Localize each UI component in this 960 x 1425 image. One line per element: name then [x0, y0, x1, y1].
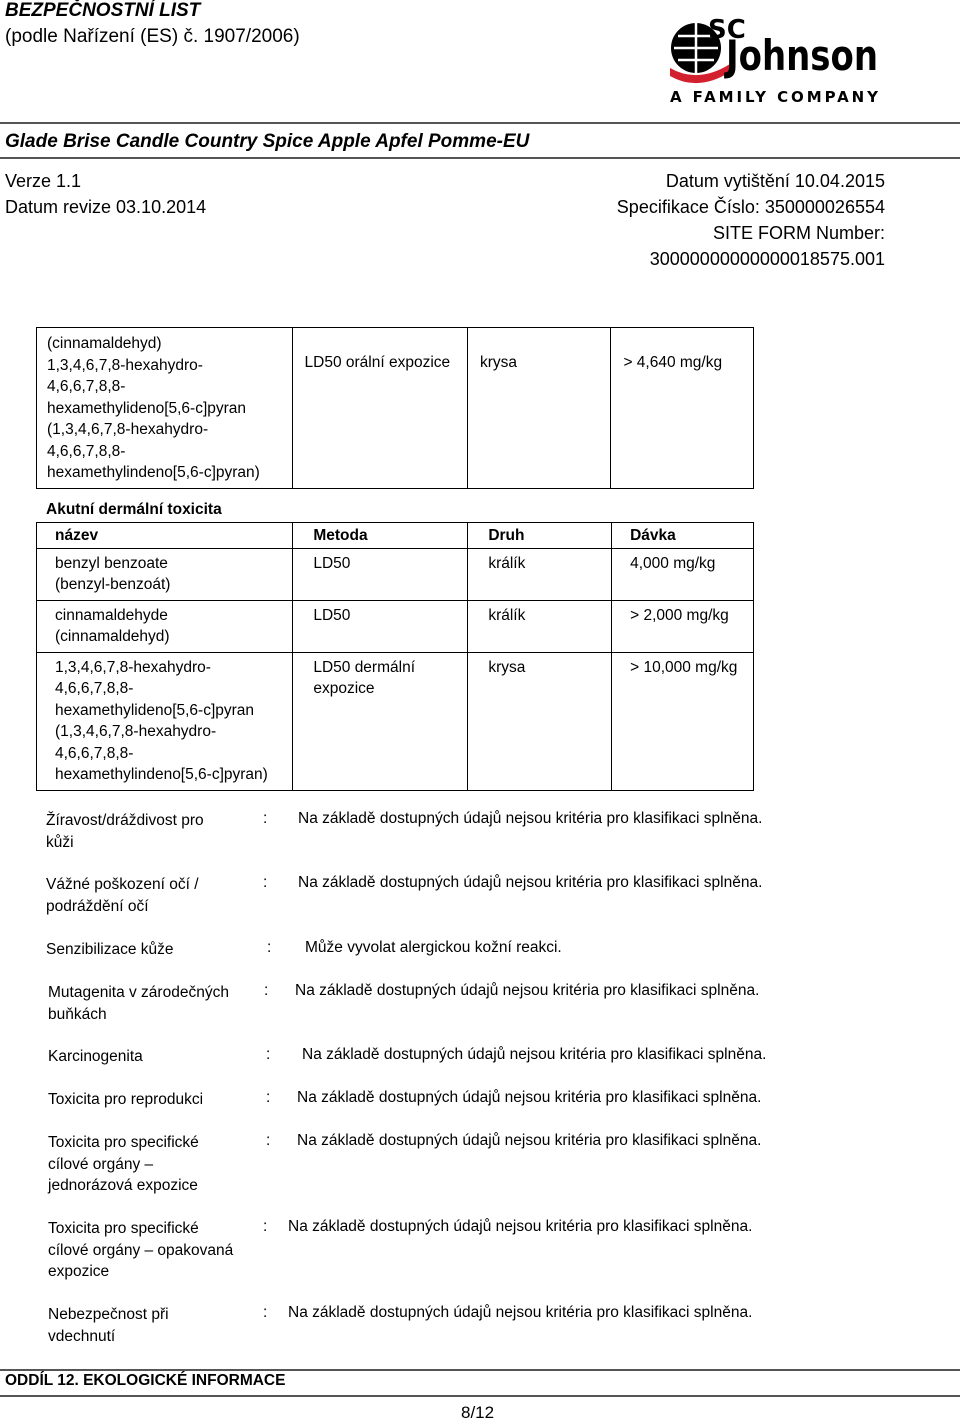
substance-name-line: 1,3,4,6,7,8-hexahydro- [55, 658, 211, 676]
method-line: LD50 [313, 606, 351, 624]
sc-johnson-logo [668, 8, 880, 108]
substance-name-line: (cinnamaldehyd) [55, 628, 170, 645]
property-label [46, 939, 246, 961]
property-label-line: vdechnutí [48, 1327, 116, 1345]
dermal-toxicity-title: Akutní dermální toxicita [46, 501, 222, 518]
column-header: Metoda [293, 523, 468, 549]
footer-divider-bottom [0, 1395, 960, 1397]
property-label-line: expozice [48, 1263, 110, 1280]
substance-name-line: 4,6,6,7,8,8- [55, 680, 134, 697]
substance-name-cell [37, 328, 293, 489]
column-header: název [37, 523, 293, 549]
footer-divider [0, 1369, 960, 1371]
substance-name-line: (benzyl-benzoát) [55, 576, 171, 593]
species-cell: králík [468, 600, 612, 652]
property-value: Na základě dostupných údajů nejsou kritéria pro klasifikaci splněna. [295, 982, 760, 999]
property-colon: : [263, 1304, 268, 1321]
property-colon: : [263, 874, 268, 891]
dermal-toxicity-table [36, 522, 754, 791]
property-label-line: Karcinogenita [48, 1048, 143, 1065]
property-value: Na základě dostupných údajů nejsou kritéria pro klasifikaci splněna. [298, 810, 763, 827]
version: Verze 1.1 [5, 171, 82, 191]
property-value: Na základě dostupných údajů nejsou kritéria pro klasifikaci splněna. [297, 1089, 762, 1106]
next-section-heading: ODDÍL 12. EKOLOGICKÉ INFORMACE [5, 1372, 286, 1389]
property-label [46, 874, 246, 917]
spec-number: Specifikace Číslo: 350000026554 [616, 197, 885, 217]
table-row [37, 600, 754, 652]
table-row [37, 652, 754, 790]
method-line: LD50 dermální [313, 658, 415, 676]
property-value: Může vyvolat alergickou kožní reakci. [305, 939, 562, 956]
table-row [37, 548, 754, 600]
table-header-row [37, 523, 754, 549]
dose-cell: > 2,000 mg/kg [612, 600, 754, 652]
property-colon: : [267, 939, 272, 956]
property-value: Na základě dostupných údajů nejsou kritéria pro klasifikaci splněna. [298, 874, 763, 891]
property-label-line: podráždění očí [46, 897, 149, 915]
property-label-line: Mutagenita v zárodečných [48, 984, 229, 1001]
property-label-line: Žíravost/dráždivost pro [46, 812, 204, 829]
regulation-subtitle: (podle Nařízení (ES) č. 1907/2006) [5, 26, 300, 47]
property-value: Na základě dostupných údajů nejsou kritéria pro klasifikaci splněna. [302, 1046, 767, 1063]
product-name: Glade Brise Candle Country Spice Apple Apfel Pomme-EU [5, 131, 530, 152]
property-colon: : [263, 810, 268, 827]
property-label-line: kůži [46, 833, 74, 851]
substance-name-cell [37, 652, 293, 790]
property-label-line: Nebezpečnost při [48, 1306, 169, 1323]
property-label [48, 1132, 248, 1197]
table-row [37, 328, 754, 489]
substance-name-line: 4,6,6,7,8,8- [47, 442, 126, 460]
substance-name-line: benzyl benzoate [55, 554, 168, 572]
logo-brand-name: Johnson [723, 31, 878, 80]
species-cell: krysa [468, 652, 612, 790]
property-label-line: Toxicita pro specifické [48, 1134, 199, 1151]
property-label-line: buňkách [48, 1005, 107, 1023]
substance-name-line: (cinnamaldehyd) [47, 335, 162, 352]
dose-cell: 4,000 mg/kg [612, 548, 754, 600]
property-label-line: cílové orgány – opakovaná [48, 1241, 234, 1259]
property-value: Na základě dostupných údajů nejsou kritéria pro klasifikaci splněna. [288, 1304, 753, 1321]
dose-cell: > 10,000 mg/kg [612, 652, 754, 790]
substance-name-cell [37, 548, 293, 600]
property-colon: : [266, 1089, 271, 1106]
revision-date: Datum revize 03.10.2014 [5, 197, 207, 217]
property-colon: : [263, 1218, 268, 1235]
property-label [48, 1089, 248, 1111]
substance-name-cell [37, 600, 293, 652]
property-label-line: Toxicita pro specifické [48, 1220, 199, 1237]
property-label-line: Vážné poškození očí / [46, 876, 199, 893]
site-form-number: 30000000000000018575.001 [649, 249, 885, 269]
method-cell [293, 652, 468, 790]
dose-cell: > 4,640 mg/kg [611, 328, 754, 489]
logo-tagline: A FAMILY COMPANY [670, 88, 878, 106]
substance-name-line: (1,3,4,6,7,8-hexahydro- [55, 723, 217, 740]
substance-name-line: cinnamaldehyde [55, 606, 168, 624]
document-title: BEZPEČNOSTNÍ LIST [5, 0, 201, 21]
column-header: Dávka [612, 523, 754, 549]
property-label-line: jednorázová expozice [48, 1177, 198, 1194]
substance-name-line: 4,6,6,7,8,8- [55, 744, 134, 762]
print-date: Datum vytištění 10.04.2015 [665, 171, 885, 191]
substance-name-line: hexamethylideno[5,6-c]pyran [47, 399, 247, 417]
substance-name-line: (1,3,4,6,7,8-hexahydro- [47, 421, 209, 438]
substance-name-line: 4,6,6,7,8,8- [47, 378, 126, 395]
substance-name-line: hexamethylindeno[5,6-c]pyran) [55, 766, 268, 783]
site-form-label: SITE FORM Number: [712, 223, 885, 243]
property-colon: : [266, 1132, 271, 1149]
property-label [46, 810, 246, 853]
method-cell [293, 600, 468, 652]
property-label [48, 1046, 248, 1068]
species-cell: krysa [467, 328, 610, 489]
property-colon: : [266, 1046, 271, 1063]
species-cell: králík [468, 548, 612, 600]
method-cell [293, 548, 468, 600]
substance-name-line: hexamethylideno[5,6-c]pyran [55, 701, 255, 719]
property-label [48, 1218, 248, 1283]
column-header: Druh [468, 523, 612, 549]
substance-name-line: 1,3,4,6,7,8-hexahydro- [47, 356, 203, 374]
property-colon: : [264, 982, 269, 999]
property-label-line: Senzibilizace kůže [46, 941, 174, 958]
substance-name-line: hexamethylindeno[5,6-c]pyran) [47, 464, 260, 481]
method-line: LD50 [313, 554, 351, 572]
page-number: 8/12 [461, 1403, 495, 1422]
oral-toxicity-table [36, 327, 754, 489]
property-value: Na základě dostupných údajů nejsou kritéria pro klasifikaci splněna. [297, 1132, 762, 1149]
property-label-line: Toxicita pro reprodukci [48, 1091, 204, 1108]
property-label-line: cílové orgány – [48, 1155, 154, 1173]
method-cell: LD50 orální expozice [292, 328, 467, 489]
method-line: expozice [313, 680, 375, 697]
property-label [48, 1304, 248, 1347]
property-value: Na základě dostupných údajů nejsou kritéria pro klasifikaci splněna. [288, 1218, 753, 1235]
header-divider [0, 122, 960, 124]
logo-brand-top: SC [708, 15, 746, 45]
product-divider [0, 157, 960, 159]
property-label [48, 982, 248, 1025]
